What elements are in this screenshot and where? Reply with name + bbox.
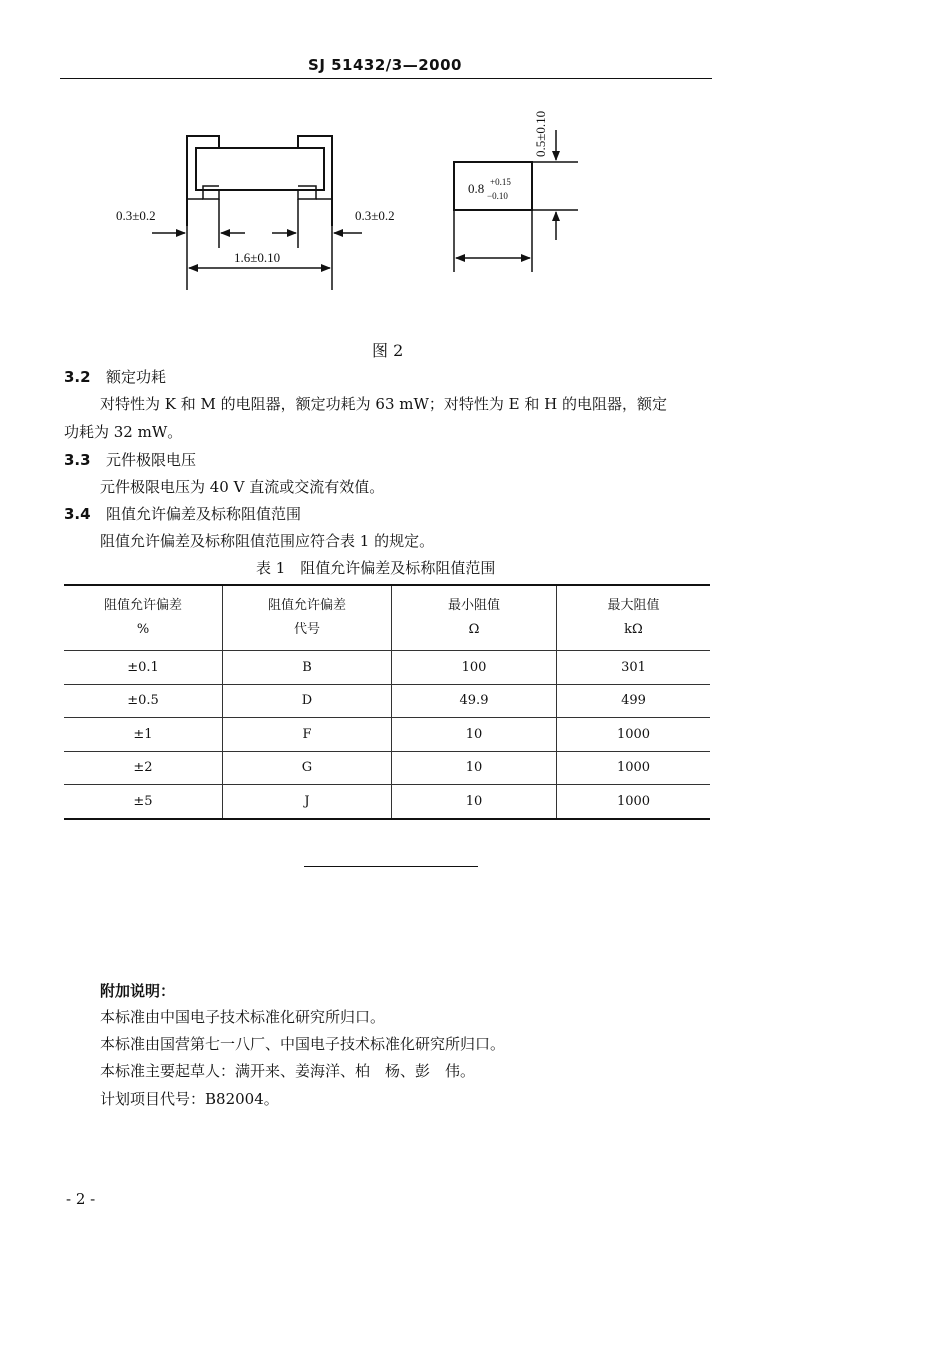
section-3-4-heading: 3.4 阻值允许偏差及标称阻值范围 xyxy=(64,505,302,523)
figure-2-drawing xyxy=(0,90,700,320)
dim-thickness-minus: −0.10 xyxy=(487,191,508,201)
section-3-3-heading: 3.3 元件极限电压 xyxy=(64,451,197,469)
note-line: 本标准由国营第七一八厂、中国电子技术标准化研究所归口。 xyxy=(100,1035,506,1053)
note-line: 本标准主要起草人：满开来、姜海洋、柏 杨、彭 伟。 xyxy=(100,1062,476,1080)
table-row: ±1 F 10 1000 xyxy=(64,718,710,752)
left-terminal xyxy=(187,136,219,226)
right-terminal xyxy=(298,136,332,226)
dim-thickness: 0.8 xyxy=(468,181,485,196)
document-code: SJ 51432/3—2000 xyxy=(308,56,462,74)
dim-thickness-plus: +0.15 xyxy=(490,177,511,187)
end-rule xyxy=(304,866,478,867)
table-caption: 表 1 阻值允许偏差及标称阻值范围 xyxy=(256,559,496,577)
section-3-3-body: 元件极限电压为 40 V 直流或交流有效值。 xyxy=(100,478,385,496)
header-tolerance-code: 阻值允许偏差 代号 xyxy=(223,585,392,651)
table-row: ±0.5 D 49.9 499 xyxy=(64,684,710,718)
figure-caption: 图 2 xyxy=(372,341,404,360)
header-tolerance-percent: 阻值允许偏差 % xyxy=(64,585,223,651)
table-row: ±2 G 10 1000 xyxy=(64,751,710,785)
page-number: - 2 - xyxy=(66,1190,96,1208)
table-row: ±0.1 B 100 301 xyxy=(64,651,710,685)
header-max-resistance: 最大阻值 kΩ xyxy=(557,585,711,651)
tolerance-table xyxy=(64,584,710,820)
note-line: 计划项目代号：B82004。 xyxy=(100,1090,279,1108)
resistor-body xyxy=(196,148,324,190)
dim-side: 0.5±0.10 xyxy=(533,110,548,157)
section-3-2-heading: 3.2 额定功耗 xyxy=(64,368,167,386)
note-line: 本标准由中国电子技术标准化研究所归口。 xyxy=(100,1008,386,1026)
section-3-4-body: 阻值允许偏差及标称阻值范围应符合表 1 的规定。 xyxy=(100,532,435,550)
section-3-2-body-1: 对特性为 K 和 M 的电阻器，额定功耗为 63 mW；对特性为 E 和 H 的电阻器，额定 xyxy=(100,395,668,413)
header-min-resistance: 最小阻值 Ω xyxy=(392,585,557,651)
table-row: ±5 J 10 1000 xyxy=(64,785,710,819)
dim-left: 0.3±0.2 xyxy=(116,208,156,223)
dim-length: 1.6±0.10 xyxy=(234,250,281,265)
notes-title: 附加说明： xyxy=(100,982,176,1000)
header-rule xyxy=(60,78,712,79)
section-3-2-body-2: 功耗为 32 mW。 xyxy=(64,423,183,441)
dim-right: 0.3±0.2 xyxy=(355,208,395,223)
